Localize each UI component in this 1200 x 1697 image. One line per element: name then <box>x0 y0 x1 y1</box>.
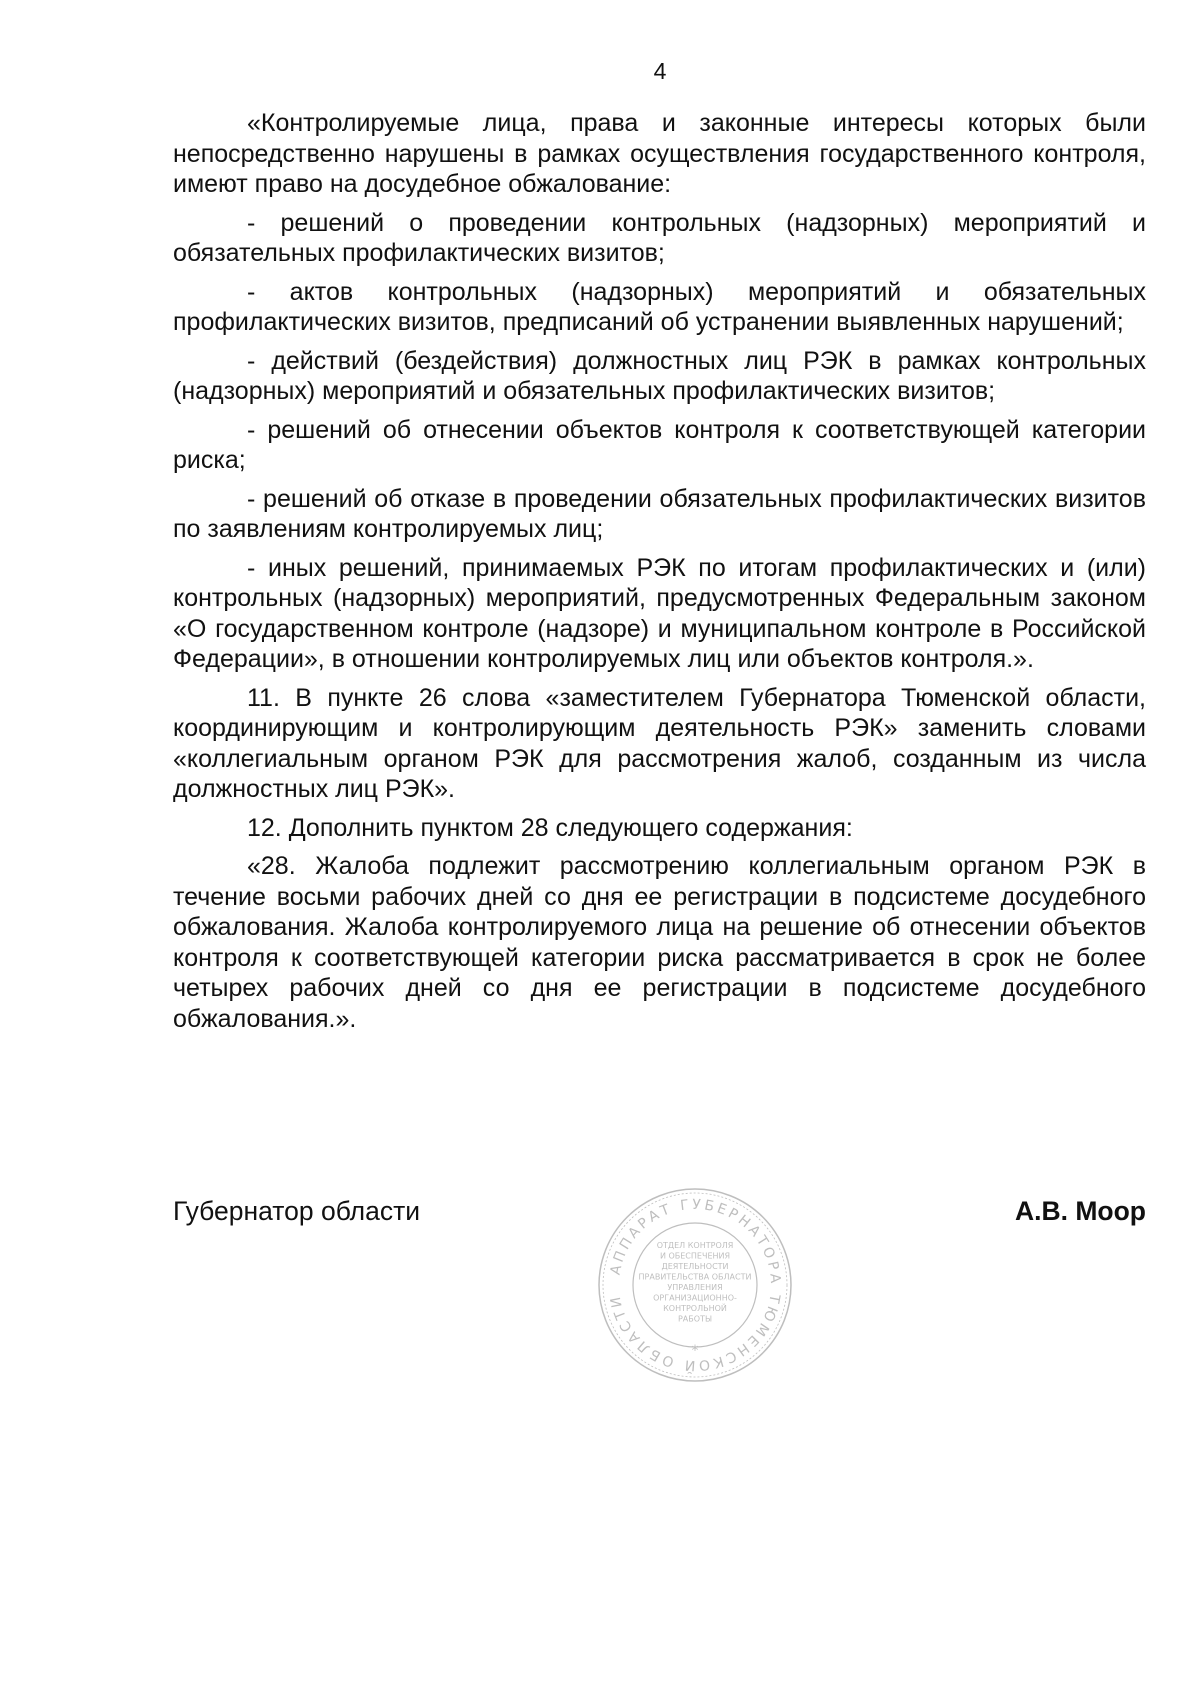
stamp-ring-text: АППАРАТ ГУБЕРНАТОРА ТЮМЕНСКОЙ ОБЛАСТИ <box>607 1196 784 1374</box>
stamp-center-line: ДЕЯТЕЛЬНОСТИ <box>661 1262 729 1271</box>
signatory-name: А.В. Моор <box>1015 1196 1146 1226</box>
list-item-risk-category-decisions: - решений об отнесении объектов контроля к соответствующей категории риска; <box>173 415 1146 474</box>
stamp-center-line: КОНТРОЛЬНОЙ <box>663 1304 727 1313</box>
document-body <box>173 108 1146 1042</box>
stamp-center-line: ОРГАНИЗАЦИОННО- <box>653 1293 737 1303</box>
paragraph-item-12: 12. Дополнить пунктом 28 следующего содержания: <box>247 813 853 842</box>
list-item-acts-and-orders: - актов контрольных (надзорных) мероприятий и обязательных профилактических визитов, предписаний об устранении выявленных нарушений; <box>173 277 1146 336</box>
page-number: 4 <box>653 58 667 84</box>
list-item-refusal-decisions: - решений об отказе в проведении обязательных профилактических визитов по заявлениям контролируемых лиц; <box>173 484 1146 543</box>
svg-text:*: * <box>691 1343 699 1359</box>
stamp-center-line: ПРАВИТЕЛЬСТВА ОБЛАСТИ <box>638 1272 752 1282</box>
list-item-other-decisions: - иных решений, принимаемых РЭК по итогам профилактических и (или) контрольных (надзорных) мероприятий, предусмотренных Федеральным законом «О государственном контроле (надзоре) и муниципальном контроле в Российской Федерации», в отношении контролируемых лиц или объектов контроля.». <box>173 553 1146 673</box>
list-item-decisions-on-measures: - решений о проведении контрольных (надзорных) мероприятий и обязательных профилактических визитов; <box>173 208 1146 267</box>
paragraph-controlled-persons-rights: «Контролируемые лица, права и законные интересы которых были непосредственно нарушены в рамках осуществления государственного контроля, имеют право на досудебное обжалование: <box>173 109 1146 198</box>
stamp-center-line: УПРАВЛЕНИЯ <box>667 1283 723 1292</box>
official-seal-stamp <box>595 1185 795 1385</box>
list-item-officials-actions: - действий (бездействия) должностных лиц РЭК в рамках контрольных (надзорных) мероприятий и обязательных профилактических визитов; <box>173 346 1146 405</box>
stamp-center-line: ОТДЕЛ КОНТРОЛЯ <box>656 1241 734 1250</box>
stamp-center-line: И ОБЕСПЕЧЕНИЯ <box>659 1251 731 1261</box>
paragraph-item-11: 11. В пункте 26 слова «заместителем Губернатора Тюменской области, координирующим и контролирующим деятельность РЭК» заменить словами «коллегиальным органом РЭК для рассмотрения жалоб, созданным из числа должностных лиц РЭК». <box>173 683 1146 803</box>
paragraph-item-28: «28. Жалоба подлежит рассмотрению коллегиальным органом РЭК в течение восьми рабочих дней со дня ее регистрации в подсистеме досудебного обжалования. Жалоба контролируемого лица на решение об отнесении объектов контроля к соответствующей категории риска рассматривается в срок не более четырех рабочих дней со дня ее регистрации в подсистеме досудебного обжалования.». <box>173 852 1146 1033</box>
stamp-center-line: РАБОТЫ <box>677 1314 713 1324</box>
signatory-title: Губернатор области <box>173 1196 421 1226</box>
